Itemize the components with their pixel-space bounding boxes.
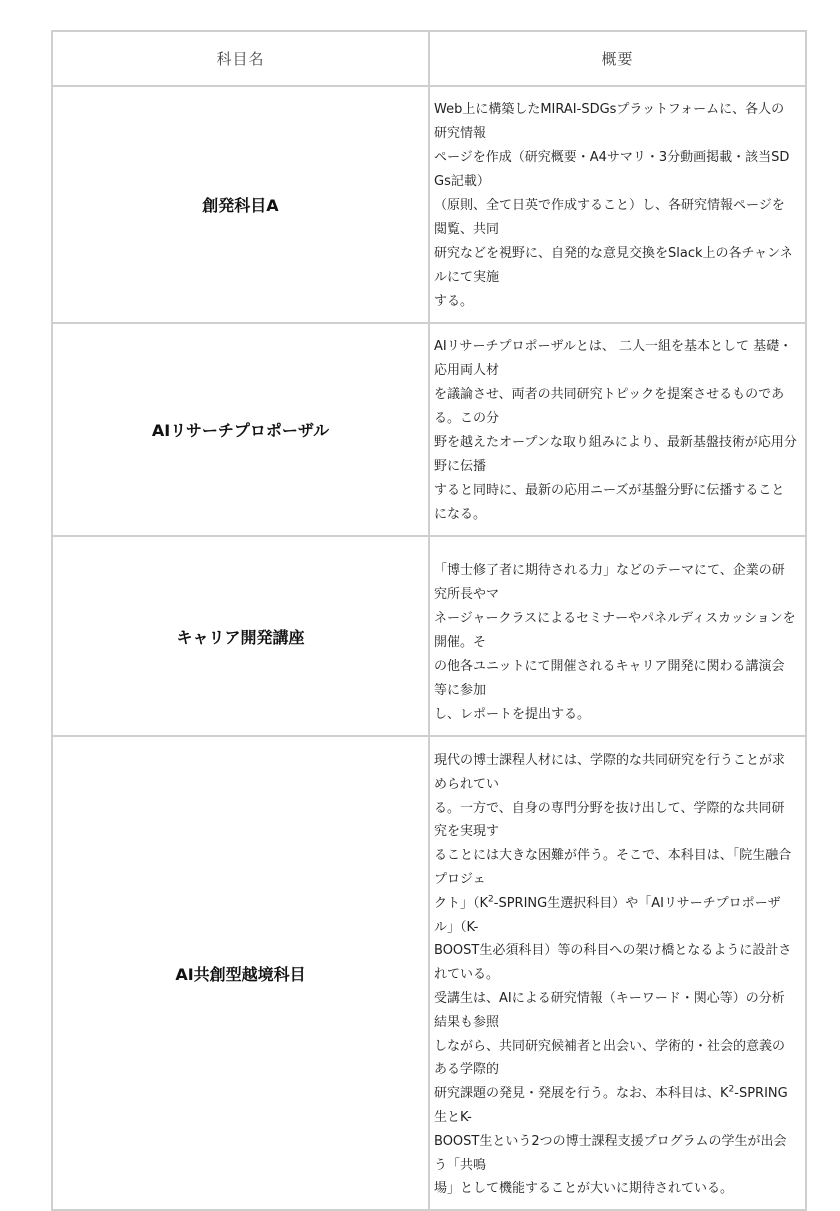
table-row: [52, 736, 806, 1210]
subject-description: [430, 737, 805, 1209]
subject-name: AIリサーチプロポーザル: [52, 323, 429, 536]
subject-description: AIリサーチプロポーザルとは、 二人一組を基本として 基礎・応用両人材 を議論させ、両者の共同研究トピックを提案させるものである。この分 野を越えたオープンな取り組みにより、最新基盤技術が応用分野に伝播 すると同時に、最新の応用ニーズが基盤分野に伝播することになる。: [434, 339, 797, 522]
table-row: [52, 323, 806, 536]
subject-description: 「博士修了者に期待される力」などのテーマにて、企業の研究所長やマ ネージャークラスによるセミナーやパネルディスカッションを開催。そ の他各ユニットにて開催されるキャリア開発に関わる講演会等に参加 し、レポートを提出する。: [434, 563, 796, 722]
course-table: [51, 30, 807, 1211]
superscript-two: 2: [488, 894, 494, 905]
header-overview: 概要: [429, 31, 806, 86]
header-subject-name: 科目名: [52, 31, 429, 86]
subject-name: キャリア開発講座: [52, 536, 429, 736]
description-text: -SPRING生選択科目）や「AIリサーチプロポーザル」（K- BOOST生必須科目）等の科目への架け橋となるように設計されている。 受講生は、AIによる研究情報（キーワード・関心等）の分析結果も参照 しながら、共同研究候補者と出会い、学術的・社会的意義のある学際的 研究課題の発見・発展を行う。なお、本科目は、K: [434, 895, 792, 1102]
subject-description-cell: [429, 86, 806, 323]
subject-description: Web上に構築したMIRAI-SDGsプラットフォームに、各人の研究情報 ページを作成（研究概要・A4サマリ・3分動画掲載・該当SDGs記載） （原則、全て日英で作成すること）し、各研究情報ページを閲覧、共同 研究などを視野に、自発的な意見交換をSlack上の各チャンネルにて実施 する。: [434, 102, 793, 309]
table-row: [52, 86, 806, 323]
description-text: -SPRING生とK- BOOST生という2つの博士課程支援プログラムの学生が出会う「共鳴 場」として機能することが大いに期待されている。: [434, 1086, 788, 1197]
subject-description-cell: [429, 323, 806, 536]
subject-description-cell: [429, 536, 806, 736]
subject-name: AI共創型越境科目: [52, 736, 429, 1210]
table-row: [52, 536, 806, 736]
table-header-row: [52, 31, 806, 86]
subject-name: 創発科目A: [52, 86, 429, 323]
subject-description-cell: [429, 736, 806, 1210]
description-text: 現代の博士課程人材には、学際的な共同研究を行うことが求められてい る。一方で、自身の専門分野を抜け出して、学際的な共同研究を実現す ることには大きな困難が伴う。そこで、本科目は、「院生融合プロジェ クト」（K: [434, 753, 792, 911]
superscript-two: 2: [728, 1084, 735, 1095]
